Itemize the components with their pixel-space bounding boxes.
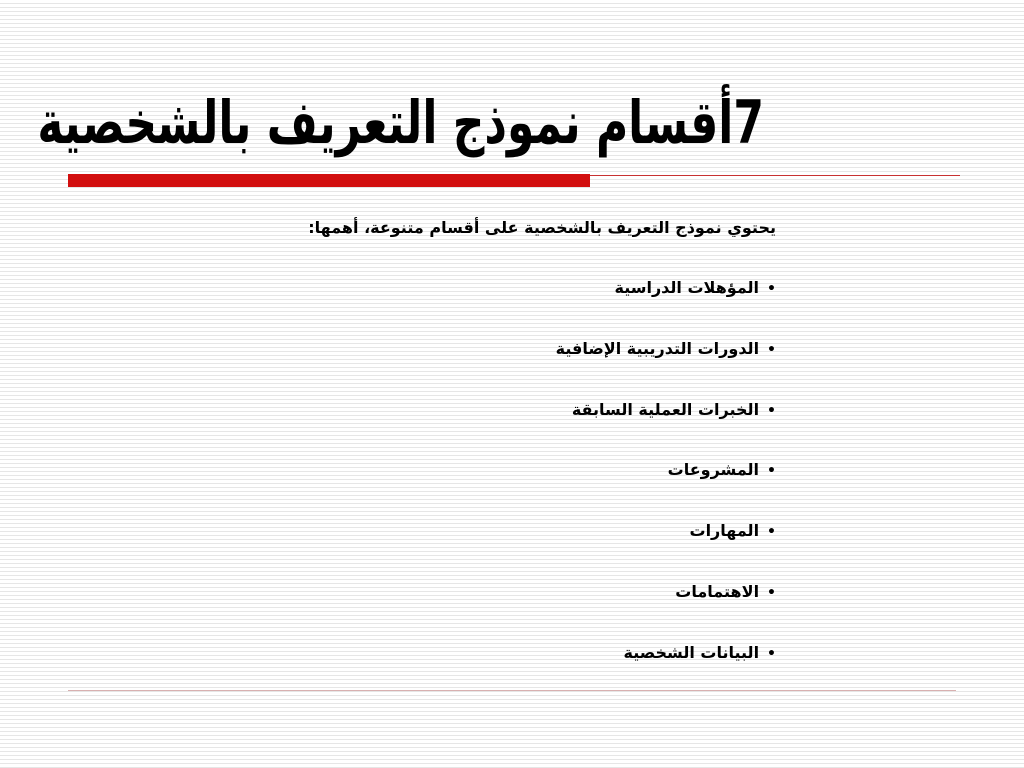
bullet-icon: • xyxy=(767,402,776,419)
list-item xyxy=(216,440,776,501)
intro-text: يحتوي نموذج التعريف بالشخصية على أقسام متنوعة، أهمها: xyxy=(308,218,776,237)
bullet-icon: • xyxy=(767,524,776,541)
list-item xyxy=(216,501,776,562)
list-item-text: الدورات التدريبية الإضافية xyxy=(555,338,760,358)
list-item-text: البيانات الشخصية xyxy=(623,642,760,662)
list-item xyxy=(216,258,776,319)
list-item-text: المشروعات xyxy=(667,460,760,480)
bullet-icon: • xyxy=(767,584,776,601)
list-item-text: الاهتمامات xyxy=(675,581,760,601)
list-item-text: الخبرات العملية السابقة xyxy=(571,399,760,419)
list-item-text: المؤهلات الدراسية xyxy=(614,278,760,297)
title-underline-thin xyxy=(590,175,960,176)
bullet-icon: • xyxy=(767,463,776,480)
bullet-icon: • xyxy=(767,341,776,358)
slide-title: 7أقسام نموذج التعريف بالشخصية xyxy=(37,88,764,158)
list-item-text: المهارات xyxy=(689,521,760,541)
list-item xyxy=(216,380,776,441)
bullet-icon: • xyxy=(767,645,776,662)
footer-divider xyxy=(68,690,956,691)
bullet-list xyxy=(216,258,776,684)
list-item xyxy=(216,562,776,623)
list-item xyxy=(216,319,776,380)
title-underline-accent xyxy=(68,174,590,187)
list-item xyxy=(216,623,776,684)
bullet-icon: • xyxy=(767,281,776,297)
